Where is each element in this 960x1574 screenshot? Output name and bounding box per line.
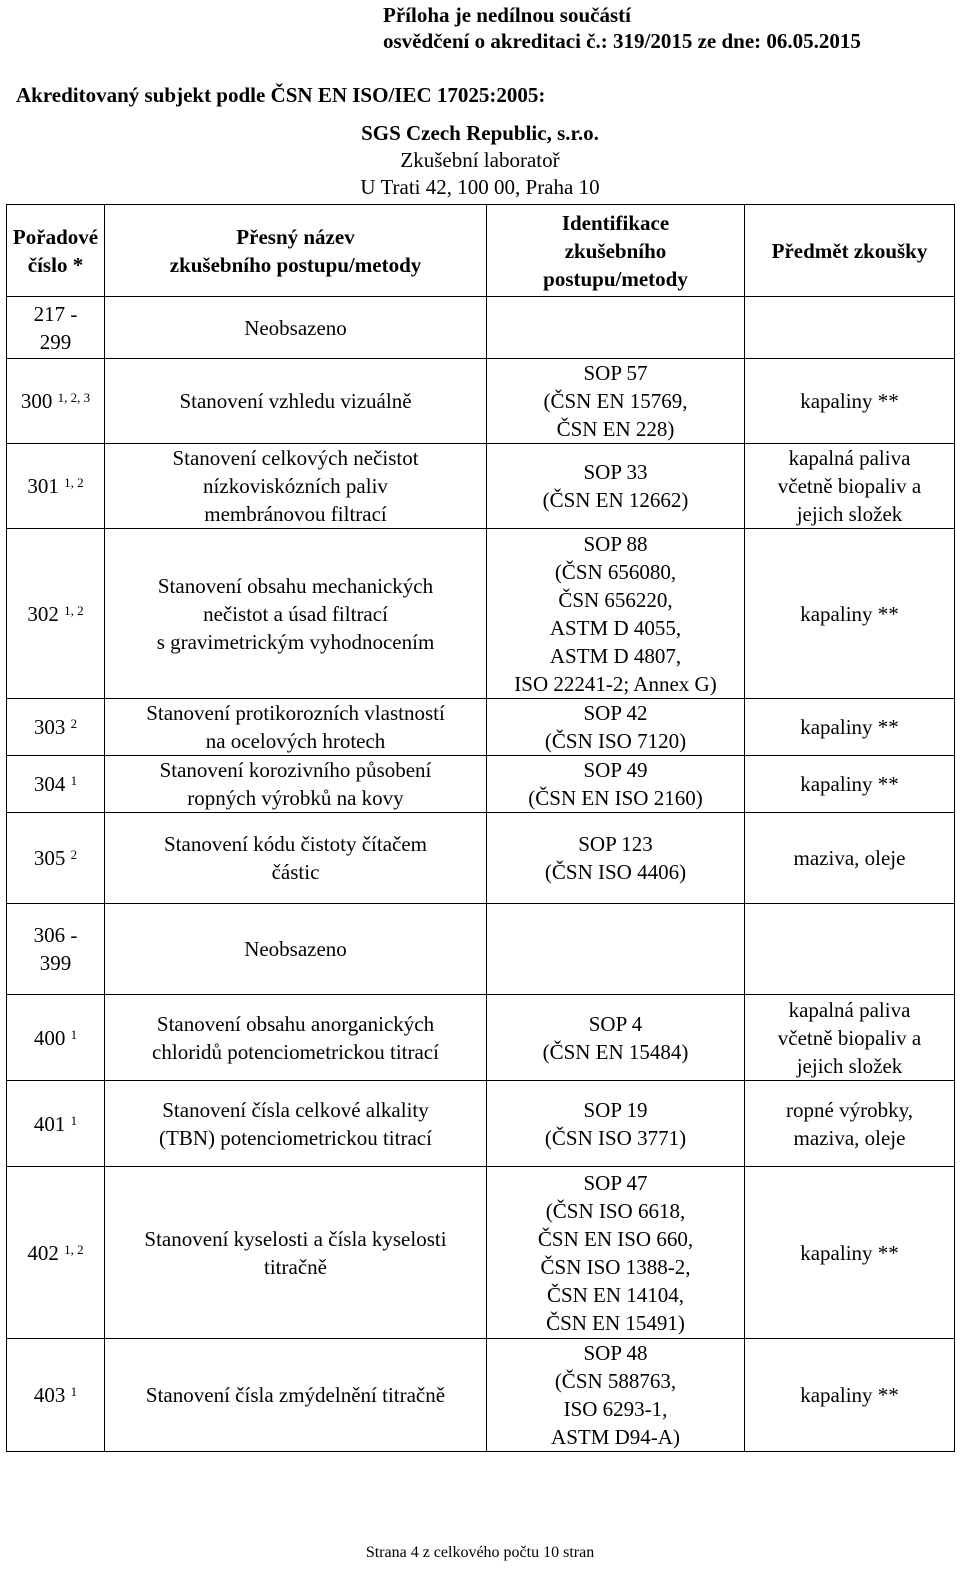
test-subject-line: kapaliny ** [800,715,899,739]
method-id-line: (ČSN EN ISO 2160) [528,786,703,810]
method-id-line: SOP 49 [583,758,648,782]
row-number [7,297,105,359]
row-number-text: 300 $^{1, 2, 3}$ [20,389,91,413]
test-subject [745,529,955,699]
row-number [7,1339,105,1452]
method-id-line: ISO 22241-2; Annex G) [514,671,717,696]
header-number-line: číslo * [27,252,84,277]
method-name-line: Stanovení korozivního působení [159,758,432,782]
method-name [105,756,487,813]
method-id-line: (ČSN 588763, [554,1369,677,1393]
test-subject [745,1081,955,1167]
method-id [487,359,745,444]
method-name [105,1167,487,1339]
annex-line-2: osvědčení o akreditaci č.: 319/2015 ze dne: 06.05.2015 [383,29,861,53]
method-name-line: s gravimetrickým vyhodnocením [156,629,435,654]
method-id [487,813,745,904]
method-name-line: Neobsazeno [244,937,347,961]
method-name-line: Stanovení čísla celkové alkality [162,1097,429,1122]
method-name-line: Stanovení obsahu mechanických [157,573,434,598]
method-name-line: ropných výrobků na kovy [187,786,404,810]
method-name-line: na ocelových hrotech [205,729,386,753]
test-subject [745,904,955,995]
method-id [487,904,745,995]
test-subject [745,813,955,904]
test-subject [745,444,955,529]
accredited-subject: Akreditovaný subjekt podle ČSN EN ISO/IEC 17025:2005: [16,83,546,107]
method-id-line: ASTM D 4055, [549,615,682,640]
method-name [105,297,487,359]
method-id-line: SOP 33 [583,460,648,484]
method-name-line: nízkoviskózních paliv [203,474,388,498]
method-id-line: ČSN EN 15491) [546,1310,685,1335]
row-number-text: 302 $^{1, 2}$ [27,601,84,626]
header-method-id-line: postupu/metody [543,266,688,291]
test-subject-line: kapalná paliva [788,446,911,470]
row-number [7,1081,105,1167]
method-name-line: Stanovení vzhledu vizuálně [179,389,412,413]
footnote-marker: 1, 2 [64,1241,84,1257]
footnote-marker: 1, 2 [64,475,84,490]
test-subject-line: jejich složek [796,1053,903,1078]
test-subject-line: kapaliny ** [800,1240,899,1265]
lab-address-block [0,120,960,201]
table-row [7,444,955,529]
method-id-line: SOP 57 [583,361,648,385]
method-id [487,1081,745,1167]
header-test-subject [745,205,955,297]
method-name [105,904,487,995]
method-name [105,359,487,444]
method-name-line: Stanovení protikorozních vlastností [146,701,445,725]
method-id-line: ASTM D 4807, [549,643,682,668]
test-subject [745,297,955,359]
test-subject [745,995,955,1081]
method-id-line: SOP 42 [583,701,648,725]
header-number-line: Pořadové [12,224,99,249]
row-number-text: 306 - [33,923,78,947]
footnote-marker: 1 [70,1384,78,1399]
test-subject [745,359,955,444]
method-id [487,297,745,359]
method-id [487,756,745,813]
table-header-row [7,205,955,297]
method-id-line: SOP 47 [583,1170,648,1195]
method-id-line: (ČSN ISO 6618, [545,1198,686,1223]
annex-note [383,2,861,54]
method-name-line: chloridů potenciometrickou titrací [152,1039,439,1064]
method-id-line: (ČSN EN 15484) [542,1039,689,1064]
method-name-line: membránovou filtrací [204,502,387,526]
test-subject-line: kapaliny ** [800,1383,899,1407]
test-subject-line: maziva, oleje [793,1125,906,1150]
header-method-name [105,205,487,297]
footnote-marker: 2 [70,716,78,731]
method-id-line: ČSN EN 228) [556,417,675,441]
method-name-line: Stanovení kódu čistoty čítačem [163,832,428,856]
test-subject-line: kapaliny ** [800,772,899,796]
row-number-text: 401 $^1$ [33,1111,78,1136]
method-id-line: (ČSN 656080, [554,559,677,584]
row-number-text: 304 $^1$ [33,772,78,796]
method-name-line: (TBN) potenciometrickou titrací [159,1125,432,1150]
table-row [7,1167,955,1339]
method-id [487,699,745,756]
accreditation-table [6,204,955,1452]
test-subject-line: kapaliny ** [800,601,899,626]
header-method-id [487,205,745,297]
method-id-line: SOP 88 [583,531,648,556]
method-id-line: SOP 123 [578,832,653,856]
method-id-line: (ČSN EN 12662) [542,488,689,512]
header-method-name-line: Přesný název [236,224,355,249]
test-subject-line: včetně biopaliv a [777,1025,922,1050]
method-id-line: (ČSN EN 15769, [543,389,688,413]
method-id-line: ČSN EN ISO 660, [537,1226,694,1251]
annex-line-1: Příloha je nedílnou součástí [383,3,631,27]
method-name [105,444,487,529]
test-subject [745,1339,955,1452]
footnote-marker: 2 [70,847,78,862]
method-id-line: ČSN ISO 1388-2, [540,1254,691,1279]
method-name-line: Neobsazeno [244,315,347,340]
footnote-marker: 1 [70,1112,78,1128]
method-id [487,995,745,1081]
row-number-text: 305 $^2$ [33,846,78,870]
method-name-line: Stanovení čísla zmýdelnění titračně [145,1383,446,1407]
row-number-text: 301 $^{1, 2}$ [27,474,84,498]
row-number [7,699,105,756]
table-row [7,756,955,813]
row-number-text: 403 $^1$ [33,1383,78,1407]
method-id-line: SOP 19 [583,1097,648,1122]
footnote-marker: 1, 2, 3 [57,390,91,405]
method-name-line: nečistot a úsad filtrací [203,601,388,626]
test-subject-line: kapalná paliva [788,997,911,1022]
row-number [7,756,105,813]
method-name [105,529,487,699]
test-subject-line: maziva, oleje [793,846,906,870]
method-id-line: ASTM D94-A) [551,1425,680,1449]
row-number [7,995,105,1081]
test-subject [745,756,955,813]
test-subject-line: jejich složek [796,502,903,526]
row-number [7,444,105,529]
row-number-text: 299 [39,329,72,354]
method-id-line: ISO 6293-1, [563,1397,668,1421]
table-row [7,529,955,699]
method-name-line: Stanovení obsahu anorganických [156,1011,435,1036]
method-name [105,813,487,904]
table-row [7,1339,955,1452]
table-row [7,995,955,1081]
method-name [105,995,487,1081]
method-id-line: SOP 4 [588,1011,643,1036]
table-row [7,904,955,995]
row-number [7,529,105,699]
header-number [7,205,105,297]
footnote-marker: 1 [70,773,78,788]
footnote-marker: 1 [70,1026,78,1042]
table-row [7,1081,955,1167]
test-subject [745,699,955,756]
method-id-line: ČSN 656220, [558,587,673,612]
row-number-text: 303 $^2$ [33,715,78,739]
table-row [7,813,955,904]
table-body [7,297,955,1452]
method-name-line: Stanovení kyselosti a čísla kyselosti [144,1226,447,1251]
row-number [7,904,105,995]
method-id-line: (ČSN ISO 7120) [544,729,687,753]
test-subject-line: kapaliny ** [800,389,899,413]
method-id-line: (ČSN ISO 4406) [544,860,687,884]
row-number-text: 402 $^{1, 2}$ [27,1240,84,1265]
table-row [7,699,955,756]
row-number [7,813,105,904]
header-test-subject-line: Předmět zkoušky [771,238,928,263]
row-number-text: 400 $^1$ [33,1025,78,1050]
table-row [7,297,955,359]
lab-name: Zkušební laboratoř [400,148,560,172]
row-number [7,1167,105,1339]
test-subject-line: včetně biopaliv a [777,474,922,498]
row-number-text: 399 [39,951,72,975]
header-method-id-line: zkušebního [564,238,667,263]
test-subject-line: ropné výrobky, [786,1097,913,1122]
method-id [487,444,745,529]
method-name [105,1339,487,1452]
row-number [7,359,105,444]
method-id-line: SOP 48 [583,1341,648,1365]
page-footer: Strana 4 z celkového počtu 10 stran [365,1544,595,1561]
footnote-marker: 1, 2 [64,602,84,618]
header-method-name-line: zkušebního postupu/metody [169,252,422,277]
test-subject [745,1167,955,1339]
method-name [105,699,487,756]
method-id [487,1167,745,1339]
method-id-line: ČSN EN 14104, [546,1282,685,1307]
method-name-line: částic [271,860,320,884]
company-name: SGS Czech Republic, s.r.o. [361,121,599,145]
row-number-text: 217 - [33,301,78,326]
method-id [487,529,745,699]
table-row [7,359,955,444]
method-name-line: titračně [264,1254,327,1279]
method-id-line: (ČSN ISO 3771) [544,1125,687,1150]
method-name-line: Stanovení celkových nečistot [172,446,419,470]
method-id [487,1339,745,1452]
lab-address: U Trati 42, 100 00, Praha 10 [360,175,600,199]
method-name [105,1081,487,1167]
header-method-id-line: Identifikace [561,210,670,235]
